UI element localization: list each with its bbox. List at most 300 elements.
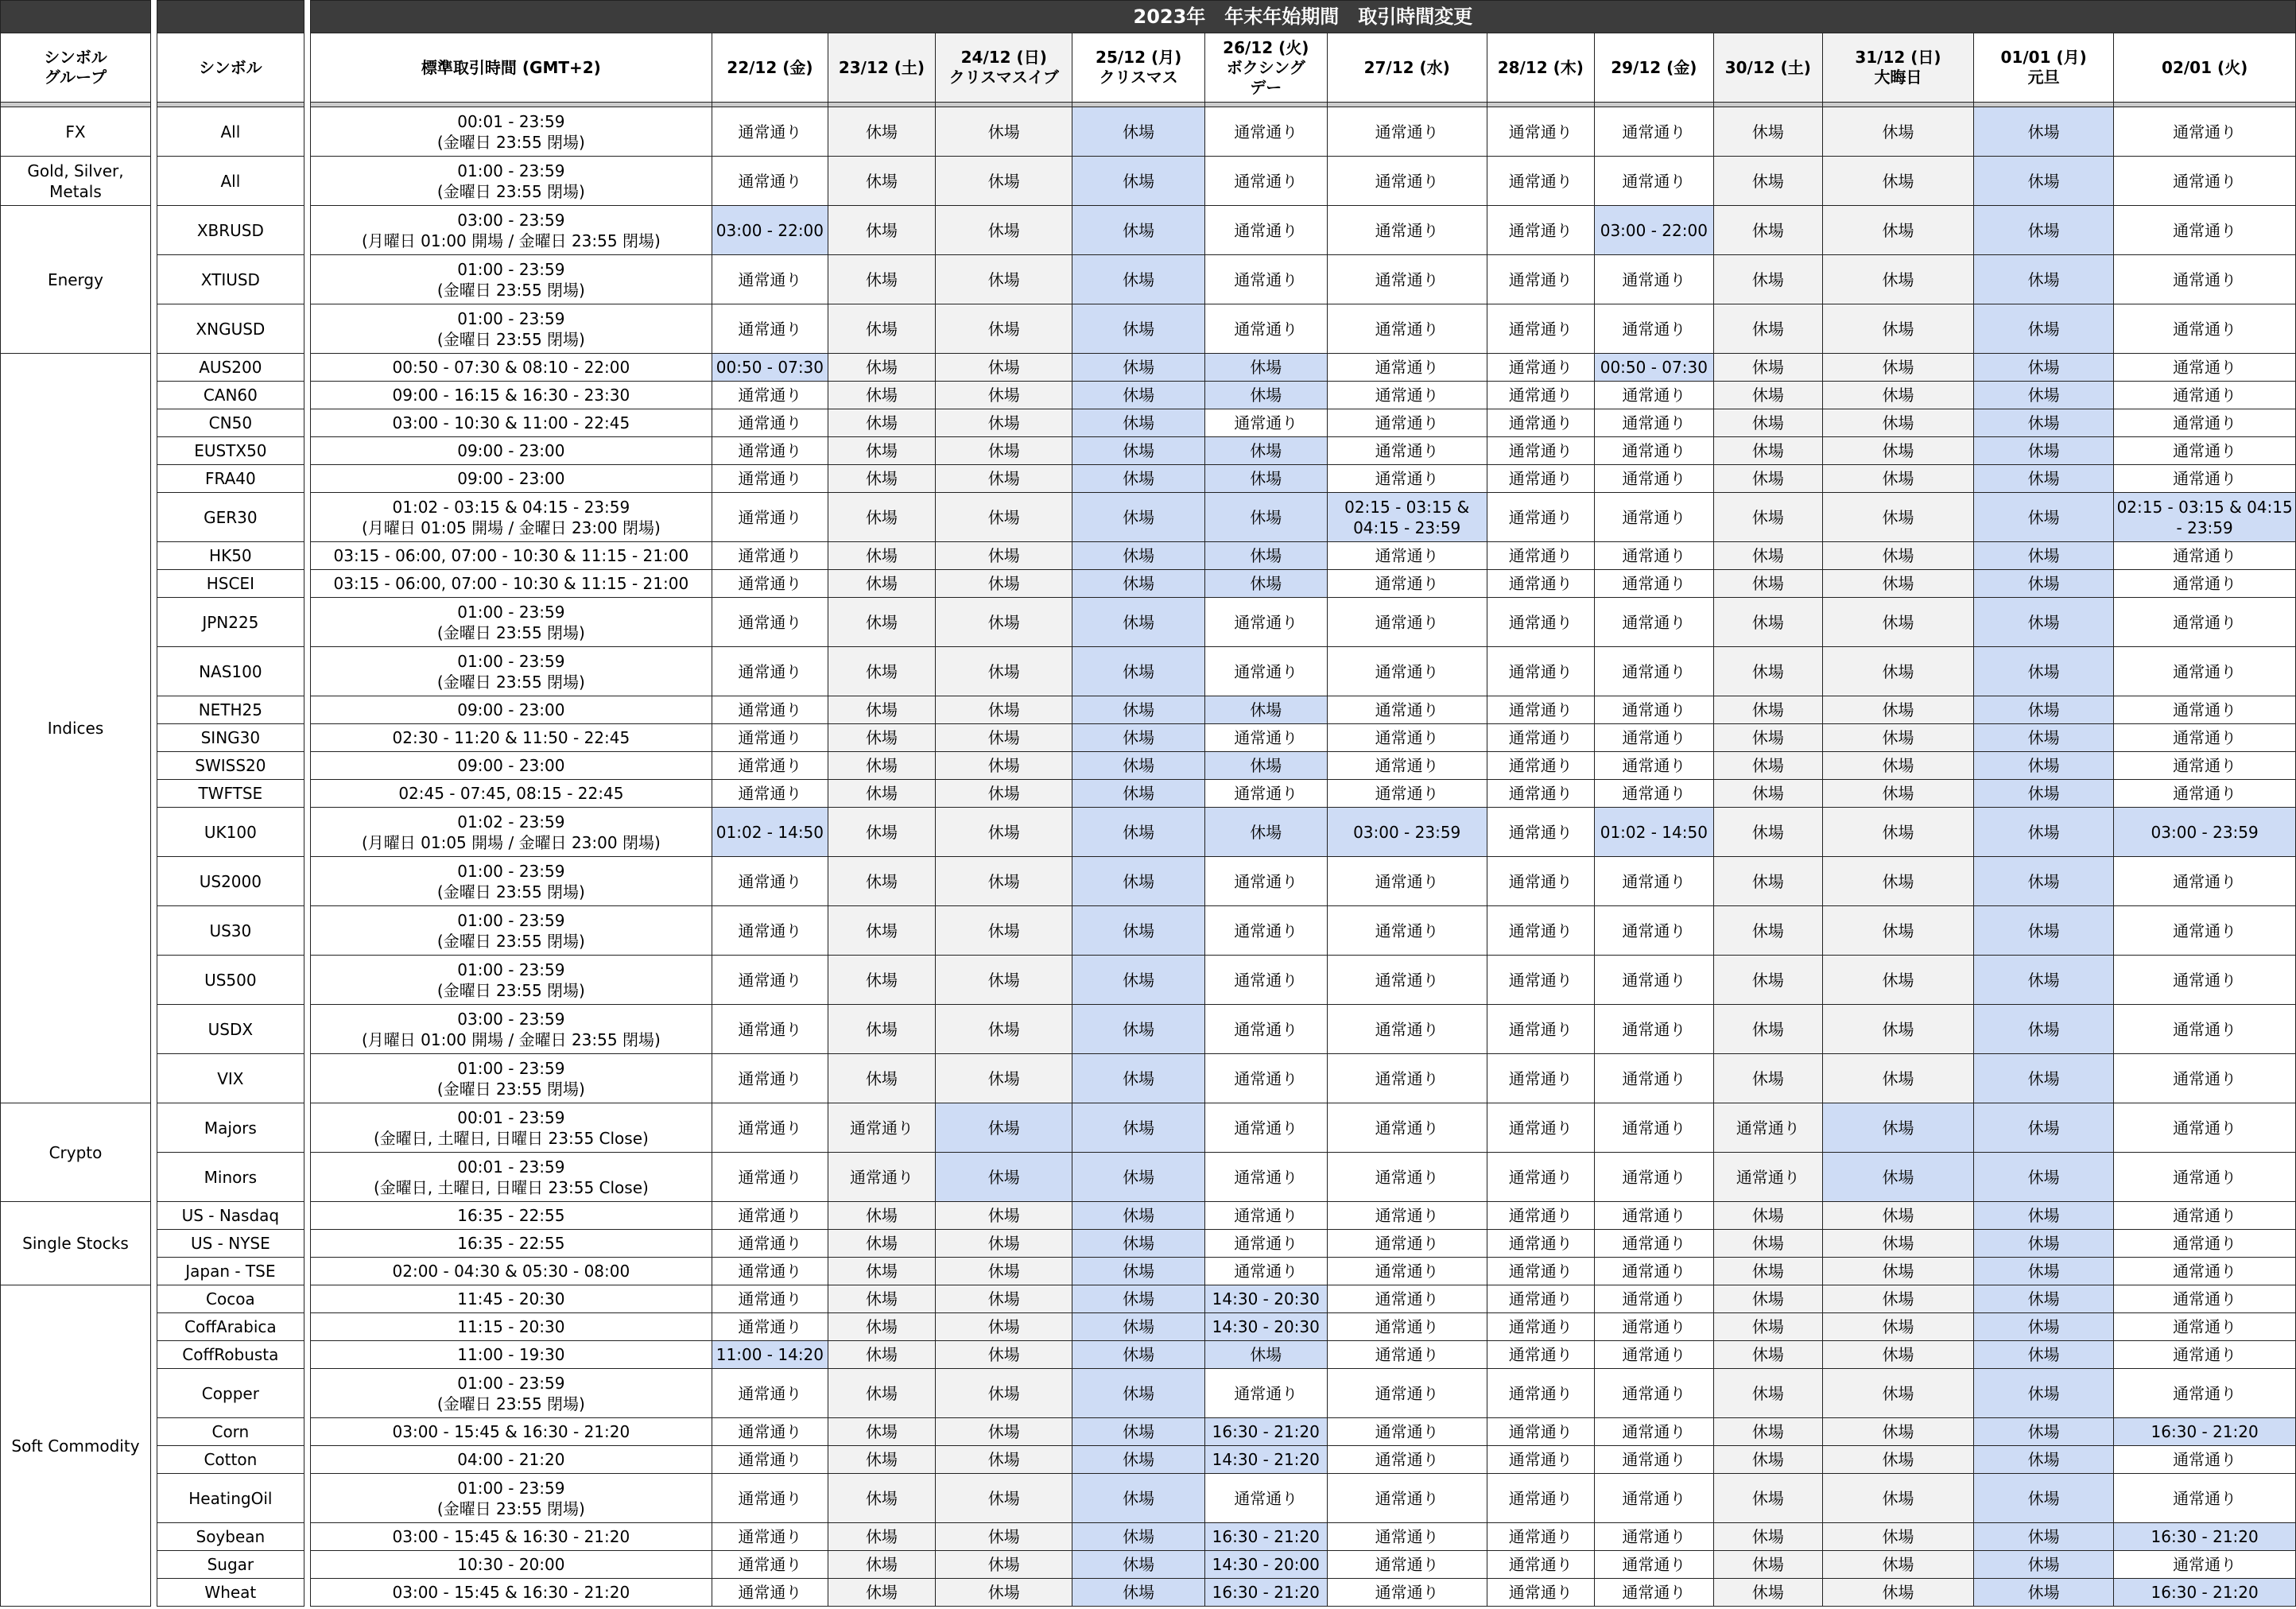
- day-status-cell: 休場: [1822, 206, 1973, 255]
- day-status-cell: 休場: [1974, 906, 2114, 956]
- day-status-cell: 通常通り: [1487, 1285, 1594, 1313]
- table-row: [1, 570, 2296, 598]
- day-status-cell: 休場: [828, 1230, 935, 1258]
- day-status-cell: 休場: [1974, 354, 2114, 382]
- table-row: [1, 1054, 2296, 1103]
- day-status-cell: 休場: [1204, 493, 1327, 542]
- day-status-cell: 休場: [1072, 857, 1204, 906]
- day-status-cell: 通常通り: [1594, 1551, 1713, 1579]
- day-status-cell: 通常通り: [2114, 1054, 2296, 1103]
- gap: [304, 1369, 310, 1418]
- page-title: 2023年 年末年始期間 取引時間変更: [310, 1, 2295, 33]
- day-status-cell: 通常通り: [1487, 1054, 1594, 1103]
- standard-hours-cell: 09:00 - 23:00: [310, 696, 712, 724]
- day-status-cell: 通常通り: [1204, 1202, 1327, 1230]
- day-status-cell: 通常通り: [1594, 1313, 1713, 1341]
- day-status-cell: 通常通り: [1327, 1446, 1487, 1474]
- day-status-cell: 16:30 - 21:20: [1204, 1579, 1327, 1607]
- table-row: [1, 906, 2296, 956]
- day-status-cell: 通常通り: [1327, 1418, 1487, 1446]
- day-status-cell: 通常通り: [712, 1369, 828, 1418]
- day-status-cell: 通常通り: [1594, 1054, 1713, 1103]
- day-status-cell: 休場: [1072, 752, 1204, 780]
- symbol-group-cell: Soft Commodity: [1, 1285, 151, 1607]
- day-status-cell: 通常通り: [1327, 206, 1487, 255]
- day-status-cell: 通常通り: [1487, 1579, 1594, 1607]
- table-row: [1, 1341, 2296, 1369]
- gap: [304, 956, 310, 1005]
- day-status-cell: 通常通り: [828, 1103, 935, 1153]
- day-status-cell: 休場: [1822, 1369, 1973, 1418]
- day-status-cell: 通常通り: [1594, 1446, 1713, 1474]
- standard-hours-cell: 04:00 - 21:20: [310, 1446, 712, 1474]
- day-status-cell: 休場: [1974, 382, 2114, 409]
- column-header-date: 25/12 (月) クリスマス: [1072, 33, 1204, 103]
- day-status-cell: 休場: [936, 382, 1072, 409]
- day-status-cell: 休場: [1713, 1369, 1822, 1418]
- day-status-cell: 03:00 - 23:59: [1327, 808, 1487, 857]
- day-status-cell: 通常通り: [712, 1523, 828, 1551]
- day-status-cell: 通常通り: [1327, 570, 1487, 598]
- day-status-cell: 通常通り: [1327, 1313, 1487, 1341]
- day-status-cell: 通常通り: [1594, 752, 1713, 780]
- day-status-cell: 休場: [828, 1579, 935, 1607]
- day-status-cell: 通常通り: [1594, 304, 1713, 354]
- day-status-cell: 通常通り: [2114, 1202, 2296, 1230]
- day-status-cell: 休場: [1713, 107, 1822, 157]
- day-status-cell: 休場: [936, 255, 1072, 304]
- day-status-cell: 通常通り: [1327, 1202, 1487, 1230]
- day-status-cell: 通常通り: [712, 570, 828, 598]
- symbol-cell: USDX: [157, 1005, 304, 1054]
- day-status-cell: 休場: [1713, 752, 1822, 780]
- gap: [150, 107, 157, 157]
- day-status-cell: 通常通り: [1327, 437, 1487, 465]
- day-status-cell: 通常通り: [1594, 437, 1713, 465]
- day-status-cell: 休場: [828, 1446, 935, 1474]
- day-status-cell: 休場: [1974, 570, 2114, 598]
- table-row: [1, 1230, 2296, 1258]
- day-status-cell: 通常通り: [2114, 465, 2296, 493]
- day-status-cell: 通常通り: [2114, 906, 2296, 956]
- table-row: [1, 780, 2296, 808]
- day-status-cell: 通常通り: [1487, 493, 1594, 542]
- day-status-cell: 休場: [1974, 409, 2114, 437]
- table-row: [1, 304, 2296, 354]
- gap: [304, 1230, 310, 1258]
- day-status-cell: 休場: [828, 780, 935, 808]
- day-status-cell: 休場: [828, 752, 935, 780]
- standard-hours-cell: 01:00 - 23:59 (金曜日 23:55 閉場): [310, 598, 712, 647]
- day-status-cell: 通常通り: [712, 1313, 828, 1341]
- day-status-cell: 休場: [828, 696, 935, 724]
- day-status-cell: 休場: [936, 956, 1072, 1005]
- day-status-cell: 14:30 - 20:00: [1204, 1551, 1327, 1579]
- day-status-cell: 休場: [1822, 304, 1973, 354]
- day-status-cell: 休場: [1204, 1341, 1327, 1369]
- day-status-cell: 休場: [936, 1230, 1072, 1258]
- day-status-cell: 通常通り: [712, 1474, 828, 1523]
- day-status-cell: 通常通り: [1487, 1474, 1594, 1523]
- day-status-cell: 休場: [1204, 382, 1327, 409]
- day-status-cell: 休場: [1072, 1103, 1204, 1153]
- day-status-cell: 休場: [1974, 1054, 2114, 1103]
- day-status-cell: 休場: [828, 1005, 935, 1054]
- day-status-cell: 休場: [828, 808, 935, 857]
- day-status-cell: 休場: [1072, 304, 1204, 354]
- day-status-cell: 休場: [1072, 542, 1204, 570]
- day-status-cell: 休場: [1072, 1418, 1204, 1446]
- table-row: [1, 206, 2296, 255]
- standard-hours-cell: 09:00 - 16:15 & 16:30 - 23:30: [310, 382, 712, 409]
- day-status-cell: 通常通り: [1487, 206, 1594, 255]
- gap: [304, 465, 310, 493]
- day-status-cell: 通常通り: [1487, 1230, 1594, 1258]
- day-status-cell: 通常通り: [1204, 409, 1327, 437]
- day-status-cell: 休場: [1713, 493, 1822, 542]
- day-status-cell: 通常通り: [1327, 1054, 1487, 1103]
- table-row: [1, 724, 2296, 752]
- day-status-cell: 休場: [1072, 956, 1204, 1005]
- gap: [304, 1551, 310, 1579]
- day-status-cell: 休場: [1822, 906, 1973, 956]
- day-status-cell: 休場: [1072, 1285, 1204, 1313]
- standard-hours-cell: 16:35 - 22:55: [310, 1202, 712, 1230]
- day-status-cell: 休場: [828, 1313, 935, 1341]
- symbol-group-cell: Gold, Silver, Metals: [1, 157, 151, 206]
- day-status-cell: 通常通り: [1487, 1153, 1594, 1202]
- day-status-cell: 通常通り: [1327, 465, 1487, 493]
- day-status-cell: 03:00 - 23:59: [2114, 808, 2296, 857]
- day-status-cell: 通常通り: [1594, 1202, 1713, 1230]
- day-status-cell: 休場: [1822, 1054, 1973, 1103]
- day-status-cell: 休場: [1072, 1579, 1204, 1607]
- symbol-group-cell: Energy: [1, 206, 151, 354]
- day-status-cell: 休場: [1072, 437, 1204, 465]
- day-status-cell: 休場: [1072, 570, 1204, 598]
- table-row: [1, 752, 2296, 780]
- day-status-cell: 休場: [936, 437, 1072, 465]
- day-status-cell: 16:30 - 21:20: [2114, 1579, 2296, 1607]
- day-status-cell: 16:30 - 21:20: [2114, 1418, 2296, 1446]
- day-status-cell: 通常通り: [2114, 409, 2296, 437]
- day-status-cell: 休場: [1713, 724, 1822, 752]
- day-status-cell: 休場: [1974, 752, 2114, 780]
- day-status-cell: 通常通り: [1327, 780, 1487, 808]
- day-status-cell: 通常通り: [1487, 107, 1594, 157]
- day-status-cell: 通常通り: [1327, 157, 1487, 206]
- table-row: [1, 1202, 2296, 1230]
- day-status-cell: 通常通り: [2114, 752, 2296, 780]
- day-status-cell: 休場: [1204, 752, 1327, 780]
- day-status-cell: 通常通り: [1487, 437, 1594, 465]
- standard-hours-cell: 03:15 - 06:00, 07:00 - 10:30 & 11:15 - 21:00: [310, 542, 712, 570]
- day-status-cell: 通常通り: [1594, 157, 1713, 206]
- day-status-cell: 休場: [828, 1202, 935, 1230]
- day-status-cell: 休場: [1974, 780, 2114, 808]
- day-status-cell: 休場: [828, 857, 935, 906]
- table-row: [1, 1551, 2296, 1579]
- day-status-cell: 休場: [1974, 437, 2114, 465]
- gap: [304, 1054, 310, 1103]
- day-status-cell: 休場: [1822, 570, 1973, 598]
- day-status-cell: 休場: [1713, 598, 1822, 647]
- day-status-cell: 休場: [1204, 808, 1327, 857]
- symbol-cell: US - NYSE: [157, 1230, 304, 1258]
- gap: [150, 1, 157, 33]
- gap: [304, 107, 310, 157]
- day-status-cell: 通常通り: [2114, 647, 2296, 696]
- day-status-cell: 休場: [1974, 1202, 2114, 1230]
- day-status-cell: 03:00 - 22:00: [1594, 206, 1713, 255]
- day-status-cell: 休場: [1974, 1285, 2114, 1313]
- day-status-cell: 休場: [1204, 465, 1327, 493]
- day-status-cell: 休場: [1974, 1103, 2114, 1153]
- day-status-cell: 休場: [936, 1285, 1072, 1313]
- day-status-cell: 休場: [1822, 752, 1973, 780]
- day-status-cell: 通常通り: [1204, 1005, 1327, 1054]
- day-status-cell: 休場: [1974, 1313, 2114, 1341]
- day-status-cell: 通常通り: [1204, 1230, 1327, 1258]
- standard-hours-cell: 00:01 - 23:59 (金曜日, 土曜日, 日曜日 23:55 Close): [310, 1103, 712, 1153]
- day-status-cell: 通常通り: [1594, 542, 1713, 570]
- day-status-cell: 通常通り: [1327, 1103, 1487, 1153]
- symbol-cell: Japan - TSE: [157, 1258, 304, 1285]
- gap: [150, 157, 157, 206]
- day-status-cell: 休場: [1713, 1202, 1822, 1230]
- day-status-cell: 休場: [1204, 542, 1327, 570]
- table-row: [1, 382, 2296, 409]
- day-status-cell: 休場: [1204, 696, 1327, 724]
- day-status-cell: 通常通り: [1487, 570, 1594, 598]
- day-status-cell: 休場: [828, 1551, 935, 1579]
- day-status-cell: 通常通り: [1327, 354, 1487, 382]
- day-status-cell: 休場: [1072, 906, 1204, 956]
- day-status-cell: 通常通り: [1204, 598, 1327, 647]
- day-status-cell: 休場: [1713, 1446, 1822, 1474]
- day-status-cell: 通常通り: [2114, 1474, 2296, 1523]
- day-status-cell: 通常通り: [1487, 1446, 1594, 1474]
- day-status-cell: 通常通り: [2114, 1230, 2296, 1258]
- symbol-group-cell: Indices: [1, 354, 151, 1103]
- symbol-cell: TWFTSE: [157, 780, 304, 808]
- day-status-cell: 14:30 - 20:30: [1204, 1285, 1327, 1313]
- day-status-cell: 休場: [1822, 956, 1973, 1005]
- day-status-cell: 通常通り: [712, 542, 828, 570]
- day-status-cell: 休場: [1713, 206, 1822, 255]
- day-status-cell: 通常通り: [712, 382, 828, 409]
- day-status-cell: 休場: [1974, 206, 2114, 255]
- day-status-cell: 休場: [1822, 1418, 1973, 1446]
- day-status-cell: 休場: [936, 1054, 1072, 1103]
- day-status-cell: 休場: [1822, 1474, 1973, 1523]
- day-status-cell: 休場: [1713, 1005, 1822, 1054]
- symbol-cell: US30: [157, 906, 304, 956]
- day-status-cell: 通常通り: [1487, 1005, 1594, 1054]
- column-header-date: 27/12 (水): [1327, 33, 1487, 103]
- day-status-cell: 休場: [936, 857, 1072, 906]
- day-status-cell: 通常通り: [1487, 696, 1594, 724]
- column-header-group: シンボル グループ: [1, 33, 151, 103]
- day-status-cell: 通常通り: [1487, 1103, 1594, 1153]
- day-status-cell: 休場: [1822, 409, 1973, 437]
- day-status-cell: 通常通り: [2114, 570, 2296, 598]
- day-status-cell: 通常通り: [1594, 1258, 1713, 1285]
- day-status-cell: 通常通り: [1487, 542, 1594, 570]
- gap: [304, 382, 310, 409]
- day-status-cell: 休場: [1822, 1313, 1973, 1341]
- day-status-cell: 通常通り: [1204, 304, 1327, 354]
- table-row: [1, 354, 2296, 382]
- day-status-cell: 通常通り: [1487, 1523, 1594, 1551]
- day-status-cell: 休場: [828, 465, 935, 493]
- symbol-cell: HK50: [157, 542, 304, 570]
- gap: [304, 206, 310, 255]
- day-status-cell: 休場: [1822, 493, 1973, 542]
- day-status-cell: 休場: [1072, 107, 1204, 157]
- day-status-cell: 休場: [1713, 1285, 1822, 1313]
- day-status-cell: 通常通り: [2114, 857, 2296, 906]
- day-status-cell: 休場: [1822, 1103, 1973, 1153]
- day-status-cell: 休場: [1822, 255, 1973, 304]
- day-status-cell: 休場: [1822, 157, 1973, 206]
- day-status-cell: 通常通り: [1204, 1153, 1327, 1202]
- day-status-cell: 11:00 - 14:20: [712, 1341, 828, 1369]
- day-status-cell: 休場: [828, 255, 935, 304]
- day-status-cell: 休場: [936, 493, 1072, 542]
- day-status-cell: 休場: [1974, 1230, 2114, 1258]
- symbol-cell: XTIUSD: [157, 255, 304, 304]
- day-status-cell: 通常通り: [2114, 157, 2296, 206]
- table-row: [1, 1446, 2296, 1474]
- day-status-cell: 通常通り: [1594, 598, 1713, 647]
- day-status-cell: 休場: [1822, 542, 1973, 570]
- day-status-cell: 休場: [1974, 1551, 2114, 1579]
- standard-hours-cell: 11:00 - 19:30: [310, 1341, 712, 1369]
- day-status-cell: 休場: [828, 409, 935, 437]
- day-status-cell: 休場: [1072, 1202, 1204, 1230]
- symbol-cell: XBRUSD: [157, 206, 304, 255]
- day-status-cell: 休場: [1822, 647, 1973, 696]
- day-status-cell: 通常通り: [1327, 1230, 1487, 1258]
- gap: [304, 724, 310, 752]
- standard-hours-cell: 03:00 - 23:59 (月曜日 01:00 開場 / 金曜日 23:55 閉場): [310, 1005, 712, 1054]
- gap: [150, 206, 157, 354]
- day-status-cell: 休場: [1713, 409, 1822, 437]
- column-header-symbol: シンボル: [157, 33, 304, 103]
- table-row: [1, 1103, 2296, 1153]
- gap: [304, 354, 310, 382]
- day-status-cell: 休場: [936, 1005, 1072, 1054]
- day-status-cell: 休場: [828, 1285, 935, 1313]
- column-header-date: 29/12 (金): [1594, 33, 1713, 103]
- day-status-cell: 休場: [1713, 857, 1822, 906]
- day-status-cell: 休場: [936, 808, 1072, 857]
- standard-hours-cell: 01:00 - 23:59 (金曜日 23:55 閉場): [310, 906, 712, 956]
- gap: [150, 1202, 157, 1285]
- day-status-cell: 休場: [1713, 1230, 1822, 1258]
- symbol-cell: NAS100: [157, 647, 304, 696]
- day-status-cell: 通常通り: [1594, 409, 1713, 437]
- day-status-cell: 休場: [828, 1054, 935, 1103]
- day-status-cell: 通常通り: [1204, 157, 1327, 206]
- standard-hours-cell: 01:00 - 23:59 (金曜日 23:55 閉場): [310, 157, 712, 206]
- day-status-cell: 休場: [1822, 1005, 1973, 1054]
- gap: [304, 1153, 310, 1202]
- day-status-cell: 通常通り: [1487, 255, 1594, 304]
- day-status-cell: 休場: [936, 1103, 1072, 1153]
- symbol-cell: Copper: [157, 1369, 304, 1418]
- day-status-cell: 休場: [936, 465, 1072, 493]
- gap: [304, 1579, 310, 1607]
- day-status-cell: 通常通り: [2114, 780, 2296, 808]
- day-status-cell: 休場: [1974, 1474, 2114, 1523]
- day-status-cell: 通常通り: [1204, 906, 1327, 956]
- day-status-cell: 通常通り: [1327, 107, 1487, 157]
- day-status-cell: 通常通り: [712, 1054, 828, 1103]
- standard-hours-cell: 01:00 - 23:59 (金曜日 23:55 閉場): [310, 647, 712, 696]
- day-status-cell: 16:30 - 21:20: [1204, 1418, 1327, 1446]
- day-status-cell: 休場: [936, 1579, 1072, 1607]
- day-status-cell: 休場: [1822, 1202, 1973, 1230]
- day-status-cell: 休場: [1974, 808, 2114, 857]
- symbol-cell: Wheat: [157, 1579, 304, 1607]
- day-status-cell: 休場: [1713, 780, 1822, 808]
- symbol-cell: All: [157, 157, 304, 206]
- day-status-cell: 休場: [1822, 857, 1973, 906]
- day-status-cell: 通常通り: [1594, 493, 1713, 542]
- symbol-cell: CoffRobusta: [157, 1341, 304, 1369]
- day-status-cell: 休場: [936, 157, 1072, 206]
- day-status-cell: 通常通り: [712, 1230, 828, 1258]
- day-status-cell: 16:30 - 21:20: [1204, 1523, 1327, 1551]
- day-status-cell: 休場: [1974, 696, 2114, 724]
- day-status-cell: 通常通り: [1327, 382, 1487, 409]
- day-status-cell: 通常通り: [712, 1579, 828, 1607]
- day-status-cell: 通常通り: [712, 1153, 828, 1202]
- table-row: [1, 1579, 2296, 1607]
- day-status-cell: 通常通り: [1327, 1258, 1487, 1285]
- day-status-cell: 休場: [1713, 542, 1822, 570]
- day-status-cell: 通常通り: [2114, 1313, 2296, 1341]
- day-status-cell: 通常通り: [712, 956, 828, 1005]
- day-status-cell: 通常通り: [1327, 752, 1487, 780]
- standard-hours-cell: 03:00 - 15:45 & 16:30 - 21:20: [310, 1579, 712, 1607]
- day-status-cell: 通常通り: [1327, 1579, 1487, 1607]
- table-row: [1, 857, 2296, 906]
- column-header-date: 01/01 (月) 元旦: [1974, 33, 2114, 103]
- day-status-cell: 休場: [1822, 1285, 1973, 1313]
- day-status-cell: 通常通り: [712, 437, 828, 465]
- standard-hours-cell: 09:00 - 23:00: [310, 752, 712, 780]
- day-status-cell: 休場: [1072, 1313, 1204, 1341]
- day-status-cell: 休場: [828, 906, 935, 956]
- day-status-cell: 休場: [1204, 570, 1327, 598]
- day-status-cell: 休場: [1822, 1523, 1973, 1551]
- table-row: [1, 1285, 2296, 1313]
- day-status-cell: 休場: [1822, 696, 1973, 724]
- day-status-cell: 休場: [1713, 1551, 1822, 1579]
- column-header-date: 24/12 (日) クリスマスイブ: [936, 33, 1072, 103]
- day-status-cell: 休場: [828, 542, 935, 570]
- standard-hours-cell: 00:50 - 07:30 & 08:10 - 22:00: [310, 354, 712, 382]
- gap: [304, 157, 310, 206]
- day-status-cell: 休場: [936, 354, 1072, 382]
- day-status-cell: 通常通り: [1713, 1103, 1822, 1153]
- day-status-cell: 休場: [1713, 354, 1822, 382]
- day-status-cell: 休場: [1974, 493, 2114, 542]
- day-status-cell: 通常通り: [2114, 1369, 2296, 1418]
